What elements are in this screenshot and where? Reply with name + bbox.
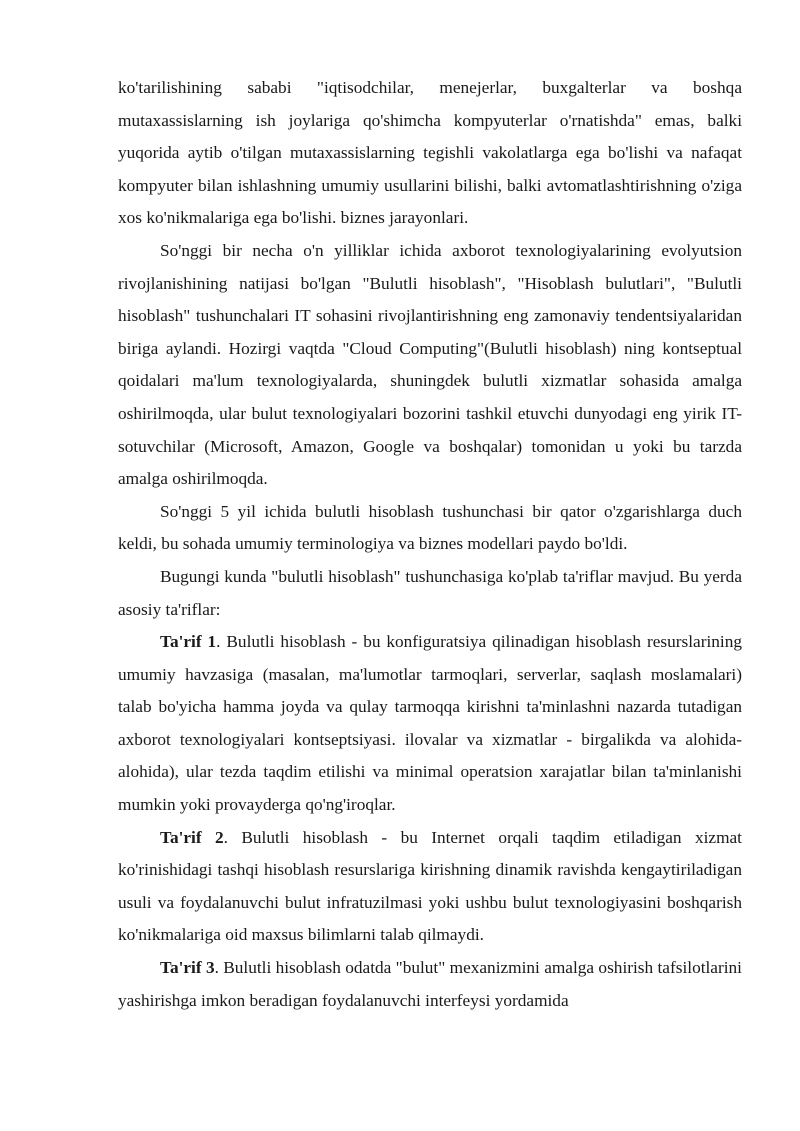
paragraph-text: ko'tarilishining sababi "iqtisodchilar, menejerlar, buxgalterlar va boshqa mutaxassislarning ish joylariga qo'shimcha kompyuterlar o'rnatishda" emas, balki yuqorida aytib o'tilgan mutaxassislarning tegishli vakolatlarga ega bo'lishi va nafaqat kompyuter bilan ishlashning umumiy usullarini bilishi, balki avtomatlashtirishning o'ziga xos ko'nikmalariga ega bo'lishi. biznes jarayonlari. [118, 78, 742, 228]
paragraph [118, 72, 742, 235]
paragraph [118, 235, 742, 496]
paragraph [118, 496, 742, 561]
definition-term: Ta'rif 1 [160, 632, 217, 652]
definition-term: Ta'rif 3 [160, 958, 215, 978]
paragraph-text: So'nggi 5 yil ichida bulutli hisoblash tushunchasi bir qator o'zgarishlarga duch keldi, bu sohada umumiy terminologiya va biznes modellari paydo bo'ldi. [118, 501, 742, 554]
paragraph-text: Bugungi kunda "bulutli hisoblash" tushunchasiga ko'plab ta'riflar mavjud. Bu yerda asosiy ta'riflar: [118, 566, 742, 619]
definition-text: . Bulutli hisoblash - bu Internet orqali taqdim etiladigan xizmat ko'rinishidagi tashqi hisoblash resurslariga kirishning dinamik ravishda kengaytiriladigan usuli va foydalanuvchi bulut infratuzilmasi yoki ushbu bulut texnologiyasini boshqarish ko'nikmalariga oid maxsus bilimlarni talab qilmaydi. [118, 827, 742, 945]
definition-paragraph [118, 822, 742, 952]
definition-paragraph [118, 626, 742, 822]
paragraph-text: So'nggi bir necha o'n yilliklar ichida axborot texnologiyalarining evolyutsion rivojlanishining natijasi bo'lgan "Bulutli hisoblash", "Hisoblash bulutlari", "Bulutli hisoblash" tushunchalari IT sohasini rivojlantirishning eng zamonaviy tendentsiyalaridan biriga aylandi. Hozirgi vaqtda "Cloud Computing"(Bulutli hisoblash) ning kontseptual qoidalari ma'lum texnologiyalarda, shuningdek bulutli xizmatlar sohasida amalga oshirilmoqda, ular bulut texnologiyalari bozorini tashkil etuvchi dunyodagi eng yirik IT-sotuvchilar (Microsoft, Amazon, Google va boshqalar) tomonidan u yoki bu tarzda amalga oshirilmoqda. [118, 240, 742, 489]
document-page [118, 72, 742, 1017]
definition-text: . Bulutli hisoblash - bu konfiguratsiya qilinadigan hisoblash resurslarining umumiy havzasiga (masalan, ma'lumotlar tarmoqlari, serverlar, saqlash moslamalari) talab bo'yicha hamma joyda va qulay tarmoqqa kirishni ta'minlashni nazarda tutadigan axborot texnologiyalari kontseptsiyasi. ilovalar va xizmatlar - birgalikda va alohida-alohida), ular tezda taqdim etilishi va minimal operatsion xarajatlar bilan ta'minlanishi mumkin yoki provayderga qo'ng'iroqlar. [118, 632, 742, 815]
definition-term: Ta'rif 2 [160, 827, 224, 847]
definition-text: . Bulutli hisoblash odatda "bulut" mexanizmini amalga oshirish tafsilotlarini yashirishga imkon beradigan foydalanuvchi interfeysi yordamida [118, 958, 742, 1010]
paragraph [118, 561, 742, 626]
definition-paragraph [118, 952, 742, 1017]
